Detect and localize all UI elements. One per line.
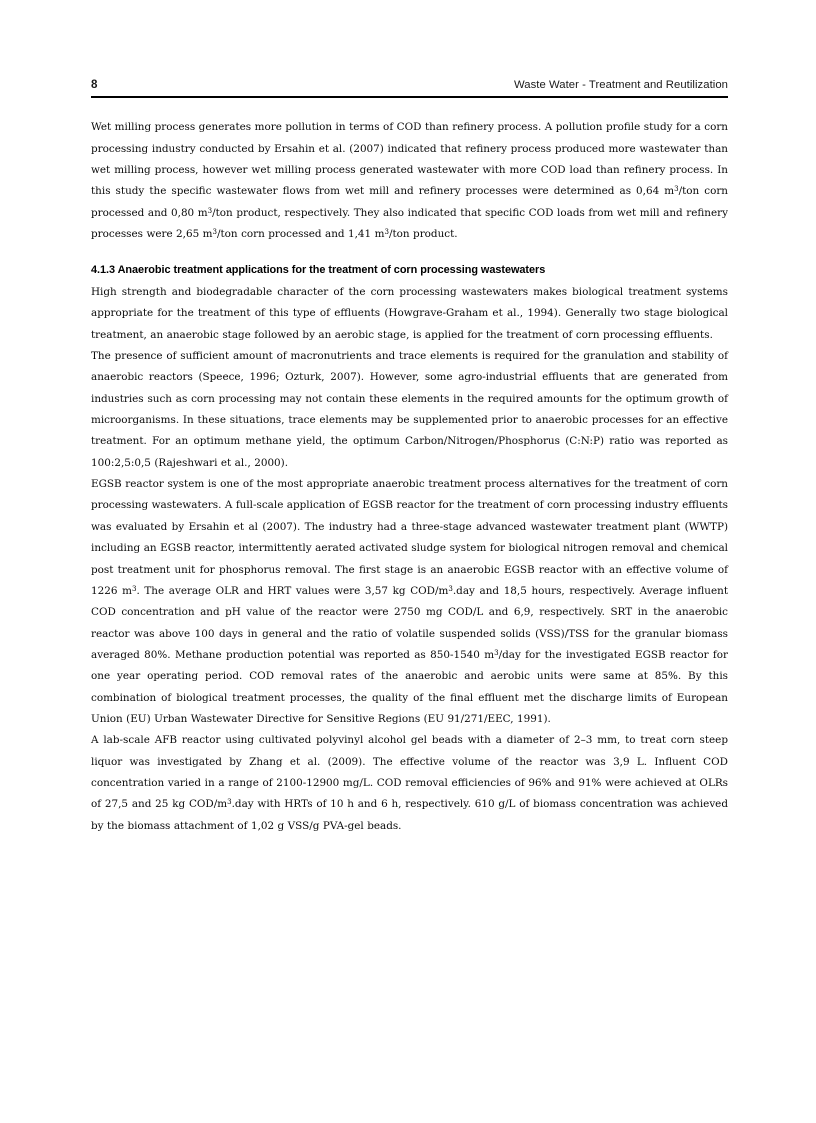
body-paragraph-2: High strength and biodegradable character of the corn processing wastewaters makes biological treatment systems appropriate for the treatment of this type of effluents (Howgrave-Graham et al., 1994). Generally two stage biological treatment, an anaerobic stage followed by an aerobic stage, is applied for the treatment of corn processing effluents. (91, 286, 728, 341)
section-heading-4-1-3: 4.1.3 Anaerobic treatment applications for the treatment of corn processing wastewaters (91, 264, 546, 277)
running-head (91, 78, 728, 95)
body-paragraph-3: The presence of sufficient amount of macronutrients and trace elements is required for the granulation and stability of anaerobic reactors (Speece, 1996; Ozturk, 2007). However, some agro-industrial effluents that are generated from industries such as corn processing may not contain these elements in the required amounts for the optimum growth of microorganisms. In these situations, trace elements may be supplemented prior to anaerobic processes for an effective treatment. For an optimum methane yield, the optimum Carbon/Nitrogen/Phosphorus (C:N:P) ratio was reported as 100:2,5:0,5 (Rajeshwari et al., 2000). (91, 350, 728, 469)
page-content (91, 78, 728, 837)
running-head-title: Waste Water - Treatment and Reutilization (513, 79, 728, 91)
page-number: 8 (91, 78, 98, 91)
body-paragraph-1: Wet milling process generates more pollution in terms of COD than refinery process. A pollution profile study for a corn processing industry conducted by Ersahin et al. (2007) indicated that refinery process produced more wastewater than wet milling process, however wet milling process generated wastewater with more COD load than refinery process. In this study the specific wastewater flows from wet mill and refinery processes were determined as 0,64 $m^3$/ton corn processed and 0,80 $m^3$/ton product, respectively. They also indicated that specific COD loads from wet mill and refinery processes were 2,65 $m^3$/ton corn processed and 1,41 $m^3$/ton product. (91, 121, 728, 241)
header-divider (91, 96, 728, 98)
body-paragraph-4: EGSB reactor system is one of the most appropriate anaerobic treatment process alternatives for the treatment of corn processing wastewaters. A full-scale application of EGSB reactor for the treatment of corn processing industry effluents was evaluated by Ersahin et al (2007). The industry had a three-stage advanced wastewater treatment plant (WWTP) including an EGSB reactor, intermittently aerated activated sludge system for biological nitrogen removal and chemical post treatment unit for phosphorus removal. The first stage is an anaerobic EGSB reactor with an effective volume of 1226 $m^3$. The average OLR and HRT values were 3,57 kg COD/$m^3.day$ and 18,5 hours, respectively. Average influent COD concentration and pH value of the reactor were 2750 mg COD/L and 6,9, respectively. SRT in the anaerobic reactor was above 100 days in general and the ratio of volatile suspended solids (VSS)/TSS for the granular biomass averaged 80%. Methane production potential was reported as 850-1540 $m^3$/day for the investigated EGSB reactor for one year operating period. COD removal rates of the anaerobic and aerobic units were same at 85%. By this combination of biological treatment processes, the quality of the final effluent met the discharge limits of European Union (EU) Urban Wastewater Directive for Sensitive Regions (EU 91/271/EEC, 1991). (91, 478, 729, 725)
body-paragraph-5: A lab-scale AFB reactor using cultivated polyvinyl alcohol gel beads with a diameter of 2–3 mm, to treat corn steep liquor was investigated by Zhang et al. (2009). The effective volume of the reactor was 3,9 L. Influent COD concentration varied in a range of 2100-12900 mg/L. COD removal efficiencies of 96% and 91% were achieved at OLRs of 27,5 and 25 kg COD/$m^3.day$ with HRTs of 10 h and 6 h, respectively. 610 g/L of biomass concentration was achieved by the biomass attachment of 1,02 g VSS/g PVA-gel beads. (91, 734, 728, 832)
